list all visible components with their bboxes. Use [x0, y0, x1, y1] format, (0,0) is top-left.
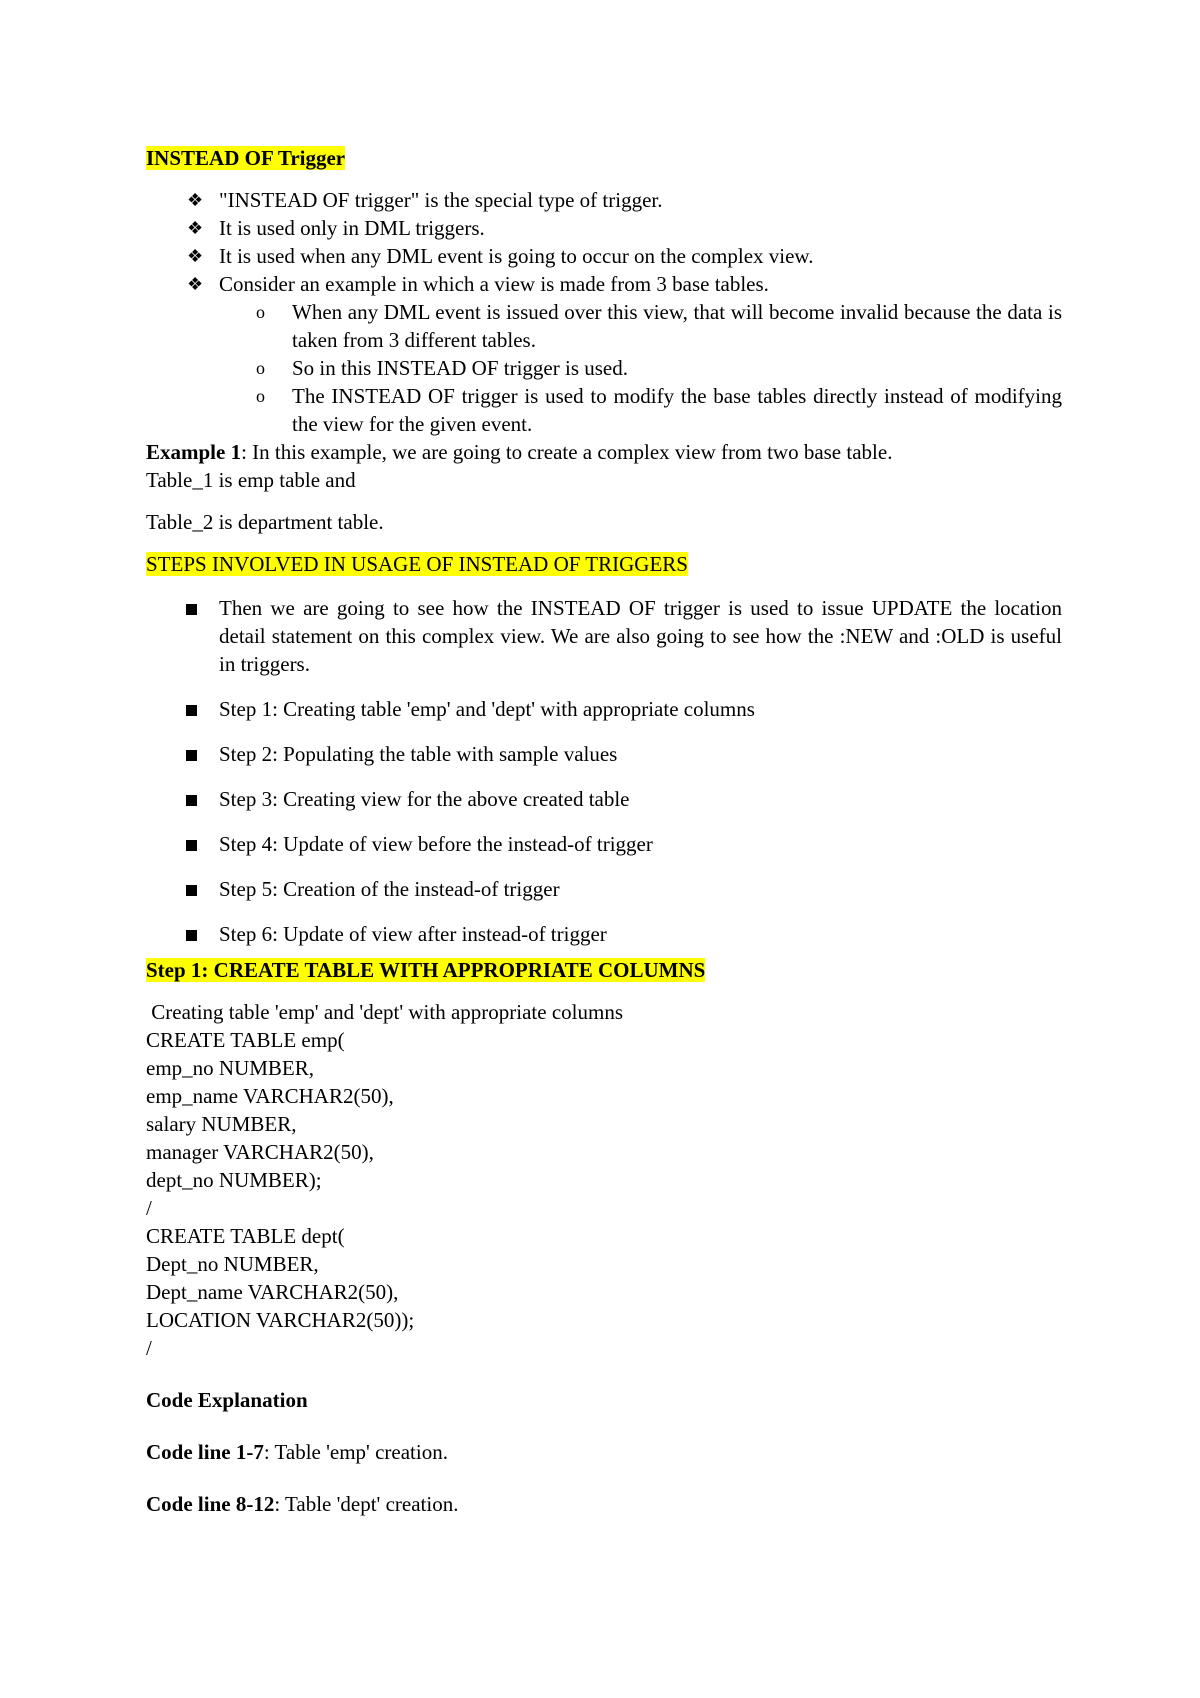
- steps-list: [146, 594, 1062, 948]
- example-line-3: Table_2 is department table.: [146, 510, 384, 534]
- code-line: CREATE TABLE dept(: [146, 1224, 345, 1248]
- diamond-bullet-icon: ❖: [187, 246, 204, 266]
- explanation-heading: Code Explanation: [146, 1388, 308, 1412]
- square-bullet-icon: [186, 795, 197, 806]
- code-line: manager VARCHAR2(50),: [146, 1140, 374, 1164]
- list-item: Step 3: Creating view for the above created table: [146, 785, 1062, 813]
- code-line: dept_no NUMBER);: [146, 1168, 322, 1192]
- list-item: o When any DML event is issued over this view, that will become invalid because the data is taken from 3 different tables.: [256, 300, 1062, 352]
- step1-intro: Creating table 'emp' and 'dept' with appropriate columns: [146, 1000, 624, 1024]
- list-item: ❖ Consider an example in which a view is made from 3 base tables.: [187, 272, 769, 296]
- circle-bullet-icon: o: [256, 358, 265, 378]
- code-line: LOCATION VARCHAR2(50));: [146, 1308, 415, 1332]
- sub-bullet-list: [146, 298, 1062, 438]
- circle-bullet-icon: o: [256, 302, 265, 322]
- document-content: [146, 144, 1062, 1518]
- code-block: [146, 1026, 1062, 1362]
- list-item: ❖ It is used only in DML triggers.: [187, 216, 485, 240]
- code-line: emp_no NUMBER,: [146, 1056, 314, 1080]
- explanation-line: Code line 8-12: Table 'dept' creation.: [146, 1492, 459, 1516]
- list-item: ❖ It is used when any DML event is going to occur on the complex view.: [187, 244, 814, 268]
- example-paragraph: Example 1: In this example, we are going to create a complex view from two base table.: [146, 440, 893, 464]
- square-bullet-icon: [186, 930, 197, 941]
- code-line: /: [146, 1336, 152, 1360]
- list-item: Step 1: Creating table 'emp' and 'dept' with appropriate columns: [146, 695, 1062, 723]
- list-item: ❖ "INSTEAD OF trigger" is the special type of trigger.: [187, 188, 663, 212]
- code-line: Dept_name VARCHAR2(50),: [146, 1280, 399, 1304]
- list-item: Step 2: Populating the table with sample values: [146, 740, 1062, 768]
- diamond-bullet-icon: ❖: [187, 190, 204, 210]
- list-item: Step 6: Update of view after instead-of trigger: [146, 920, 1062, 948]
- square-bullet-icon: [186, 604, 197, 615]
- code-line: /: [146, 1196, 152, 1220]
- circle-bullet-icon: o: [256, 386, 265, 406]
- diamond-bullet-icon: ❖: [187, 218, 204, 238]
- list-item: o So in this INSTEAD OF trigger is used.: [256, 356, 628, 380]
- square-bullet-icon: [186, 840, 197, 851]
- square-bullet-icon: [186, 705, 197, 716]
- code-line: salary NUMBER,: [146, 1112, 297, 1136]
- square-bullet-icon: [186, 750, 197, 761]
- explanation-line: Code line 1-7: Table 'emp' creation.: [146, 1440, 448, 1464]
- step1-heading: Step 1: CREATE TABLE WITH APPROPRIATE COLUMNS: [146, 958, 706, 982]
- diamond-bullet-icon: ❖: [187, 274, 204, 294]
- list-item: Then we are going to see how the INSTEAD OF trigger is used to issue UPDATE the location detail statement on this complex view. We are also going to see how the :NEW and :OLD is useful in triggers.: [146, 594, 1062, 678]
- square-bullet-icon: [186, 885, 197, 896]
- steps-heading: STEPS INVOLVED IN USAGE OF INSTEAD OF TRIGGERS: [146, 552, 688, 576]
- list-item: o The INSTEAD OF trigger is used to modify the base tables directly instead of modifying the view for the given event.: [256, 384, 1062, 436]
- list-item: Step 4: Update of view before the instead-of trigger: [146, 830, 1062, 858]
- intro-bullet-list: [146, 186, 1062, 298]
- code-line: CREATE TABLE emp(: [146, 1028, 345, 1052]
- list-item: Step 5: Creation of the instead-of trigger: [146, 875, 1062, 903]
- code-line: emp_name VARCHAR2(50),: [146, 1084, 394, 1108]
- page-title: INSTEAD OF Trigger: [146, 146, 346, 170]
- example-line-2: Table_1 is emp table and: [146, 468, 356, 492]
- code-line: Dept_no NUMBER,: [146, 1252, 319, 1276]
